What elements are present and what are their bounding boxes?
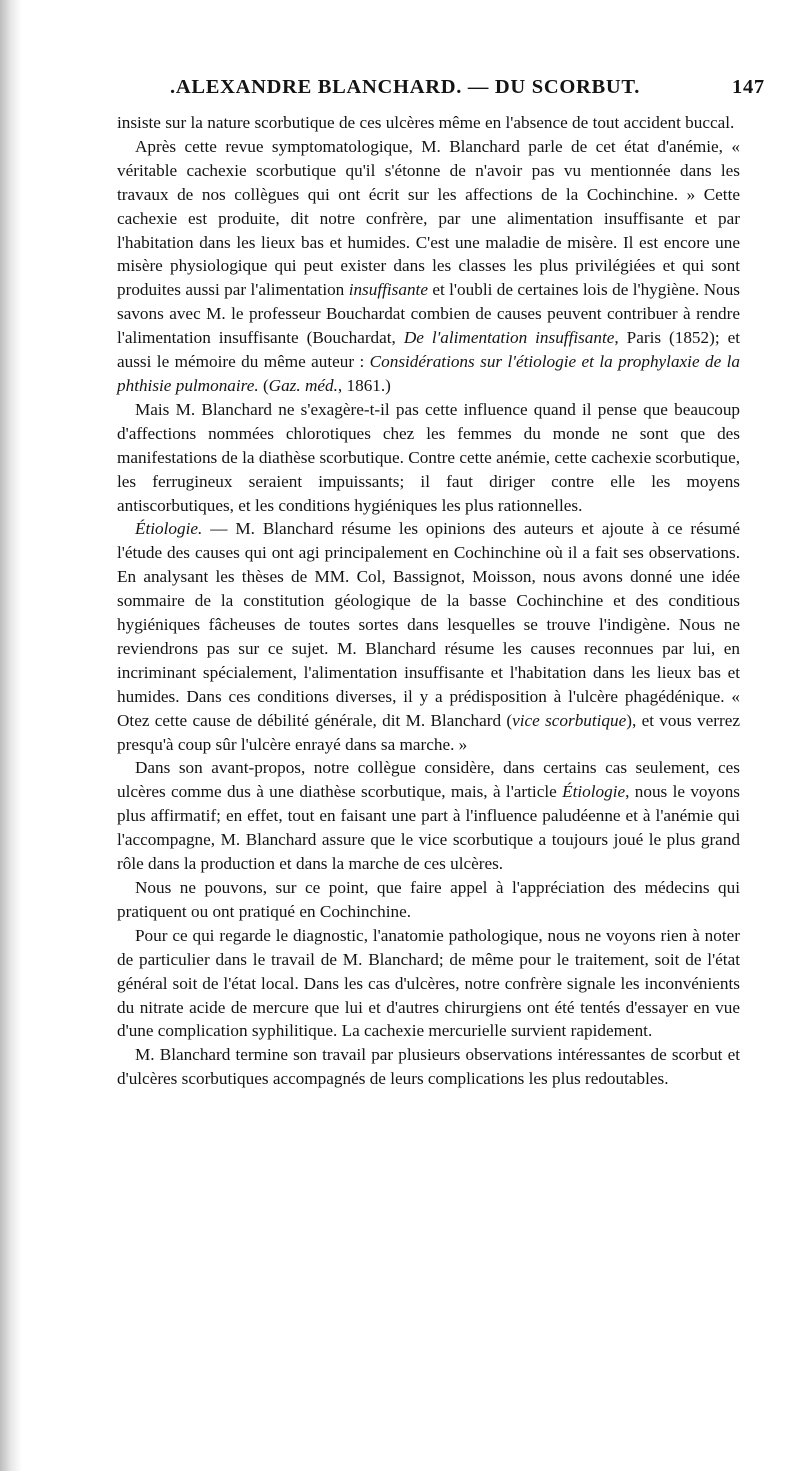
paragraph (117, 111, 740, 135)
body-text (117, 111, 740, 1091)
italic-text: Étiologie (562, 782, 626, 802)
italic-text: Étiologie. (135, 519, 203, 539)
text-run: , 1861.) (337, 375, 391, 395)
text-run: Mais M. Blanchard ne s'exagère-t-il pas cette influence quand il pense que beaucoup d'affections nommées chlorotiques chez les femmes du monde ne sont que des manifestations de la diathèse scorbutique. Contre cette anémie, cette cachexie scorbutique, les ferrugineux seraient impuissants; il faut diriger contre elle les moyens antiscorbutiques, et les conditions hygiéniques les plus rationnelles. (117, 399, 740, 515)
paragraph (117, 398, 740, 518)
italic-text: insuffisante (348, 280, 428, 300)
text-run: ), et vous verrez presqu'à coup sûr l'ulcère enrayé dans sa marche. » (117, 710, 740, 754)
page-number: 147 (732, 76, 765, 98)
italic-text: vice scorbutique (512, 710, 627, 730)
paragraph (117, 924, 740, 1044)
italic-text: De l'alimentation insuffisante (403, 328, 615, 348)
text-run: — M. Blanchard résume les opinions des auteurs et ajoute à ce résumé l'étude des causes qui ont agi principalement en Cochinchine où il a fait ses observations. En analysant les thèses de MM. Col, Bassignot, Moisson, nous avons donné une idée sommaire de la constitution géologique de la basse Cochinchine et des conditious hygiéniques fâcheuses de toutes sortes dans lesquelles se trouve l'indigène. Nous ne reviendrons pas sur ce sujet. M. Blanchard résume les causes reconnues par lui, en incriminant spécialement, l'alimentation insuffisante et l'habitation dans les lieux bas et humides. Dans ces conditions diverses, il y a prédisposition à l'ulcère phagédénique. « Otez cette cause de débilité générale, dit M. Blanchard ( (117, 519, 740, 730)
text-run: insiste sur la nature scorbutique de ces ulcères même en l'absence de tout accident buccal. (117, 113, 735, 132)
paragraph (117, 756, 740, 876)
text-run: M. Blanchard termine son travail par plusieurs observations intéressantes de scorbut et d'ulcères scorbutiques accompagnés de leurs complications les plus redoutables. (117, 1045, 740, 1089)
text-run: Dans son avant-propos, notre collègue considère, dans certains cas seulement, ces ulcères comme dus à une diathèse scorbutique, mais, à l'article (117, 758, 740, 802)
binding-shadow (0, 0, 22, 1471)
paragraph (117, 517, 740, 756)
text-run: ( (258, 375, 269, 395)
running-title: .ALEXANDRE BLANCHARD. — DU SCORBUT. (170, 76, 641, 98)
text-run: Pour ce qui regarde le diagnostic, l'anatomie pathologique, nous ne voyons rien à noter de particulier dans le travail de M. Blanchard; de même pour le traitement, soit de l'état général soit de l'état local. Dans les cas d'ulcères, notre confrère signale les inconvénients du nitrate acide de mercure que lui et d'autres chirurgiens ont été tentés d'essayer en vue d'une complication syphilitique. La cachexie mercurielle survient rapidement. (117, 925, 740, 1041)
text-run: Après cette revue symptomatologique, M. Blanchard parle de cet état d'anémie, « véritable cachexie scorbutique qu'il s'étonne de n'avoir pas vu mentionnée dans les travaux de nos collègues qui ont écrit sur les affections de la Cochinchine. » Cette cachexie est produite, dit notre confrère, par une alimentation insuffisante et par l'habitation dans les lieux bas et humides. C'est une maladie de misère. Il est encore une misère physiologique qui peut exister dans les classes les plus privilégiées et qui sont produites aussi par l'alimentation (117, 136, 740, 300)
paragraph (117, 1043, 740, 1091)
text-run: et l'oubli de certaines lois de l'hygiène. Nous savons avec M. le professeur Bouchardat combien de causes peuvent contribuer à rendre l'alimentation insuffisante (Bouchardat, (117, 280, 740, 348)
text-run: , nous le voyons plus affirmatif; en effet, tout en faisant une part à l'influence paludéenne et à l'anémie qui l'accompagne, M. Blanchard assure que le vice scorbutique a toujours joué le plus grand rôle dans la production et dans la marche de ces ulcères. (117, 782, 740, 874)
paragraph (117, 876, 740, 924)
italic-text: Considérations sur l'étiologie et la prophylaxie de la phthisie pulmonaire. (117, 352, 740, 395)
paragraph (117, 135, 740, 398)
text-run: Nous ne pouvons, sur ce point, que faire appel à l'appréciation des médecins qui pratiquent ou ont pratiqué en Cochinchine. (117, 878, 740, 921)
text-run: , Paris (1852); et aussi le mémoire du même auteur : (117, 328, 740, 372)
italic-text: Gaz. méd. (268, 375, 338, 395)
